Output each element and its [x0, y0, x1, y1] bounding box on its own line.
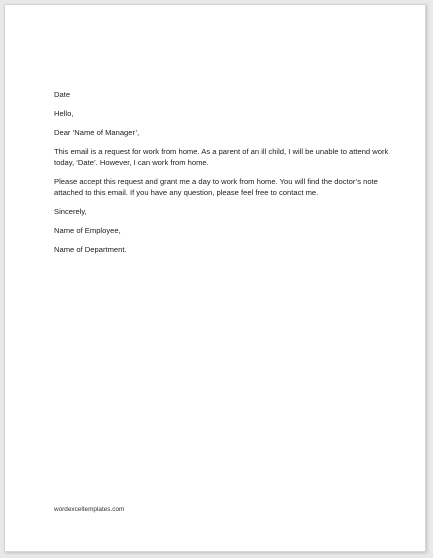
footer-website: wordexceltemplates.com: [54, 506, 125, 513]
letter-employee-name: Name of Employee,: [54, 226, 121, 235]
document-page: [4, 4, 426, 552]
letter-greeting: Hello,: [54, 109, 74, 118]
letter-body: [54, 89, 389, 263]
letter-closing: Sincerely,: [54, 207, 87, 216]
letter-date: Date: [54, 90, 71, 99]
letter-paragraph-2: Please accept this request and grant me a day to work from home. You will find the doctor’s note attached to this email. If you have any question, please feel free to contact me.: [54, 177, 378, 197]
letter-salutation: Dear ‘Name of Manager’,: [54, 128, 140, 137]
letter-paragraph-1: This email is a request for work from home. As a parent of an ill child, I will be unable to attend work today, ‘Date’. However, I can work from home.: [54, 147, 389, 167]
letter-department-name: Name of Department.: [54, 245, 127, 254]
